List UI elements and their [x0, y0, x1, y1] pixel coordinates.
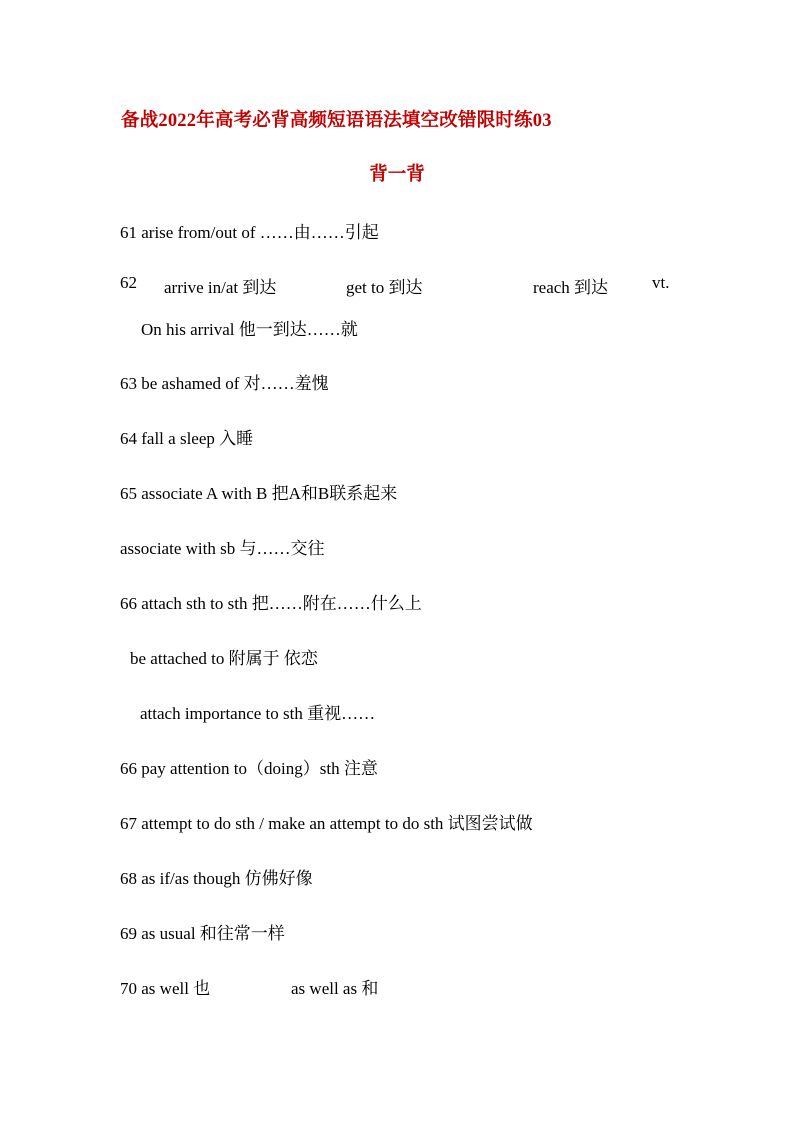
entry-66d: 66 pay attention to（doing）sth 注意 [120, 759, 378, 778]
entry-67: 67 attempt to do sth / make an attempt to do sth 试图尝试做 [120, 814, 533, 833]
entry-61: 61 arise from/out of ……由……引起 [120, 223, 379, 242]
entry-62-reach: reach 到达 [533, 278, 609, 297]
entry-65b: associate with sb 与……交往 [120, 539, 325, 558]
entry-65: 65 associate A with B 把A和B联系起来 [120, 484, 398, 503]
entry-62-arrive: arrive in/at 到达 [164, 278, 277, 297]
entry-62 [120, 273, 680, 295]
entry-62-number: 62 [120, 273, 137, 292]
entry-70-as-well: 70 as well 也 [120, 979, 211, 998]
entry-62-get-to: get to 到达 [346, 278, 423, 297]
entry-63: 63 be ashamed of 对……羞愧 [120, 374, 329, 393]
entry-68: 68 as if/as though 仿佛好像 [120, 869, 313, 888]
entry-62-continuation: On his arrival 他一到达……就 [141, 320, 358, 339]
document-subtitle: 背一背 [369, 165, 425, 185]
entry-66: 66 attach sth to sth 把……附在……什么上 [120, 594, 422, 613]
document-title: 备战2022年高考必背高频短语语法填空改错限时练03 [121, 111, 552, 131]
entry-70-as-well-as: as well as 和 [291, 979, 379, 998]
entry-66c: attach importance to sth 重视…… [140, 704, 376, 723]
entry-66b: be attached to 附属于 依恋 [130, 649, 318, 668]
entry-62-vt: vt. [652, 273, 670, 292]
entry-70 [120, 974, 440, 996]
entry-64: 64 fall a sleep 入睡 [120, 429, 254, 448]
entry-69: 69 as usual 和往常一样 [120, 924, 285, 943]
